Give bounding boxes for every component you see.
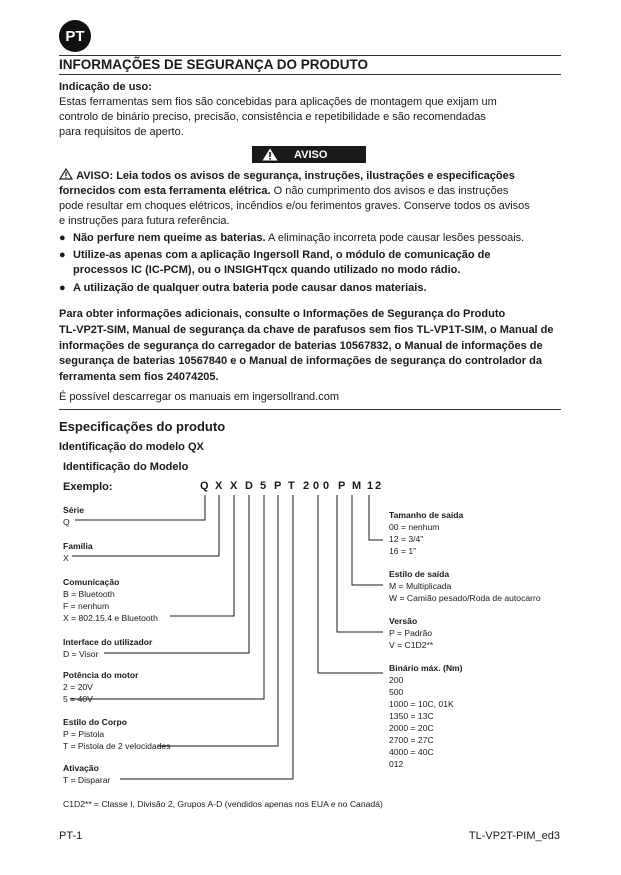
- list-item: ● Utilize-as apenas com a aplicação Ingersoll Rand, o módulo de comunicação de processos IC (IC-PCM), ou o INSIGHTqcx quando utilizado no modo rádio.: [59, 249, 491, 276]
- group-tamanho-saida: [389, 509, 463, 557]
- example-label: Exemplo:: [63, 481, 113, 493]
- warning-banner-label: AVISO: [294, 148, 328, 161]
- intended-use-line: controlo de binário preciso, precisão, consistência e repetibilidade e são recomendadas: [59, 111, 486, 123]
- group-value: M = Multiplicada: [389, 581, 452, 591]
- group-value: V = C1D2**: [389, 640, 434, 650]
- group-value: 500: [389, 687, 404, 697]
- group-label: Interface do utilizador: [63, 637, 153, 647]
- code-char: P: [274, 480, 282, 492]
- group-value: 16 = 1": [389, 546, 417, 556]
- code-char: 0: [323, 480, 330, 492]
- group-label: Potência do motor: [63, 670, 139, 680]
- group-label: Família: [63, 541, 93, 551]
- group-value: P = Padrão: [389, 628, 433, 638]
- warning-bold-text: fornecidos com esta ferramenta elétrica.: [59, 185, 271, 197]
- group-potencia: [63, 669, 138, 705]
- language-badge: PT: [59, 20, 91, 52]
- group-value: 12 = 3/4": [389, 534, 424, 544]
- more-info-line: informações de segurança do carregador de baterias 10567832, o Manual de informações de: [59, 339, 543, 352]
- group-estilo-saida: [389, 568, 541, 604]
- code-char: 5: [260, 480, 267, 492]
- group-ativacao: [63, 762, 110, 786]
- group-label: Comunicação: [63, 577, 120, 587]
- group-value: 1000 = 10C, 01K: [389, 699, 454, 709]
- group-value: B = Bluetooth: [63, 589, 115, 599]
- group-value: D = Visor: [63, 649, 99, 659]
- bullet-bold-text: Não perfure nem queime as baterias.: [73, 232, 266, 244]
- group-value: 200: [389, 675, 404, 685]
- group-value: F = nenhum: [63, 601, 110, 611]
- code-char: Q: [200, 480, 209, 492]
- group-value: X = 802.15.4 e Bluetooth: [63, 613, 158, 623]
- group-value: 2700 = 27C: [389, 735, 434, 745]
- group-serie: [63, 504, 84, 528]
- group-interface: [63, 636, 152, 660]
- group-value: 2 = 20V: [63, 682, 93, 692]
- connector-serie: [75, 495, 205, 520]
- more-info-line: Para obter informações adicionais, consulte o Informações de Segurança do Produto: [59, 308, 506, 320]
- bullet-bold-text: processos IC (IC-PCM), ou o INSIGHTqcx quando utilizado no modo rádio.: [73, 264, 461, 276]
- bullet-text: A eliminação incorreta pode causar lesões pessoais.: [265, 232, 525, 244]
- group-versao: [389, 615, 433, 651]
- code-char: X: [215, 480, 223, 492]
- more-info-line: TL-VP2T-SIM, Manual de segurança da chave de parafusos sem fios TL-VP1T-SIM, o Manual de: [59, 323, 554, 336]
- code-char: 2: [375, 480, 382, 492]
- group-value: T = Disparar: [63, 775, 111, 785]
- group-value: 2000 = 20C: [389, 723, 434, 733]
- group-value: 00 = nenhum: [389, 522, 440, 532]
- download-note: É possível descarregar os manuais em ingersollrand.com: [59, 391, 340, 403]
- code-char: X: [230, 480, 238, 492]
- document-code: TL-VP2T-PIM_ed3: [468, 830, 560, 842]
- spec-heading: Especificações do produto: [59, 419, 226, 434]
- footnote: C1D2** = Classe I, Divisão 2, Grupos A-D (vendidos apenas nos EUA e no Canadá): [63, 799, 383, 809]
- group-label: Binário máx. (Nm): [389, 663, 463, 673]
- code-char: 2: [303, 480, 310, 492]
- group-value: 5 = 40V: [63, 694, 93, 704]
- intended-use-line: Estas ferramentas sem fios são concebidas para aplicações de montagem que exijam um: [59, 96, 497, 108]
- group-binario: [389, 662, 463, 770]
- group-value: Q: [63, 517, 70, 527]
- group-label: Tamanho de saída: [389, 510, 464, 520]
- code-char: 0: [313, 480, 320, 492]
- code-char: 1: [367, 480, 374, 492]
- group-label: Estilo de saída: [389, 569, 450, 579]
- group-value: X: [63, 553, 69, 563]
- page-number: PT-1: [59, 830, 83, 842]
- warning-text: O não cumprimento dos avisos e das instruções: [270, 185, 509, 197]
- intended-use-heading: Indicação de uso:: [59, 81, 152, 93]
- warning-text: pode resultar em choques elétricos, incêndios e/ou ferimentos graves. Conserve todos os avisos: [59, 200, 530, 212]
- code-char: P: [338, 480, 346, 492]
- group-familia: [63, 540, 93, 564]
- connector-binario: [318, 495, 383, 673]
- warning-text: e instruções para futura referência.: [59, 215, 230, 227]
- code-char: D: [245, 480, 253, 492]
- connector-interface: [104, 495, 249, 653]
- connector-versao: [337, 495, 383, 632]
- code-char: M: [352, 480, 362, 492]
- group-value: 1350 = 13C: [389, 711, 434, 721]
- model-id-heading: Identificação do modelo QX: [59, 441, 204, 453]
- bullet-bold-text: Utilize-as apenas com a aplicação Ingersoll Rand, o módulo de comunicação de: [73, 249, 491, 261]
- connector-familia: [72, 495, 219, 556]
- group-corpo: [63, 716, 171, 752]
- group-value: P = Pistola: [63, 729, 105, 739]
- group-value: 4000 = 40C: [389, 747, 434, 757]
- group-value: T = Pistola de 2 velocidades: [63, 741, 171, 751]
- page-title: INFORMAÇÕES DE SEGURANÇA DO PRODUTO: [59, 57, 369, 72]
- group-value: W = Camião pesado/Roda de autocarro: [389, 593, 541, 603]
- connector-corpo: [158, 495, 278, 746]
- more-info-line: segurança de baterias 10567840 e o Manual de informações de segurança do controlador da: [59, 355, 542, 368]
- more-info-line: ferramenta sem fios 24074205.: [59, 371, 219, 384]
- group-comunicacao: [63, 576, 158, 624]
- group-label: Estilo do Corpo: [63, 717, 127, 727]
- group-value: 012: [389, 759, 404, 769]
- warning-bold-text: AVISO: Leia todos os avisos de segurança, instruções, ilustrações e especificações: [76, 170, 515, 182]
- group-label: Ativação: [63, 763, 99, 773]
- code-char: T: [288, 480, 295, 492]
- model-id-subheading: Identificação do Modelo: [63, 461, 189, 473]
- list-item: ● Não perfure nem queime as baterias. A eliminação incorreta pode causar lesões pessoais.: [59, 232, 525, 244]
- group-label: Versão: [389, 616, 418, 626]
- intended-use-line: para requisitos de aperto.: [59, 126, 184, 138]
- group-label: Série: [63, 505, 85, 515]
- connector-tamanho: [369, 495, 383, 540]
- bullet-bold-text: A utilização de qualquer outra bateria pode causar danos materiais.: [73, 282, 427, 294]
- list-item: ● A utilização de qualquer outra bateria pode causar danos materiais.: [59, 282, 427, 294]
